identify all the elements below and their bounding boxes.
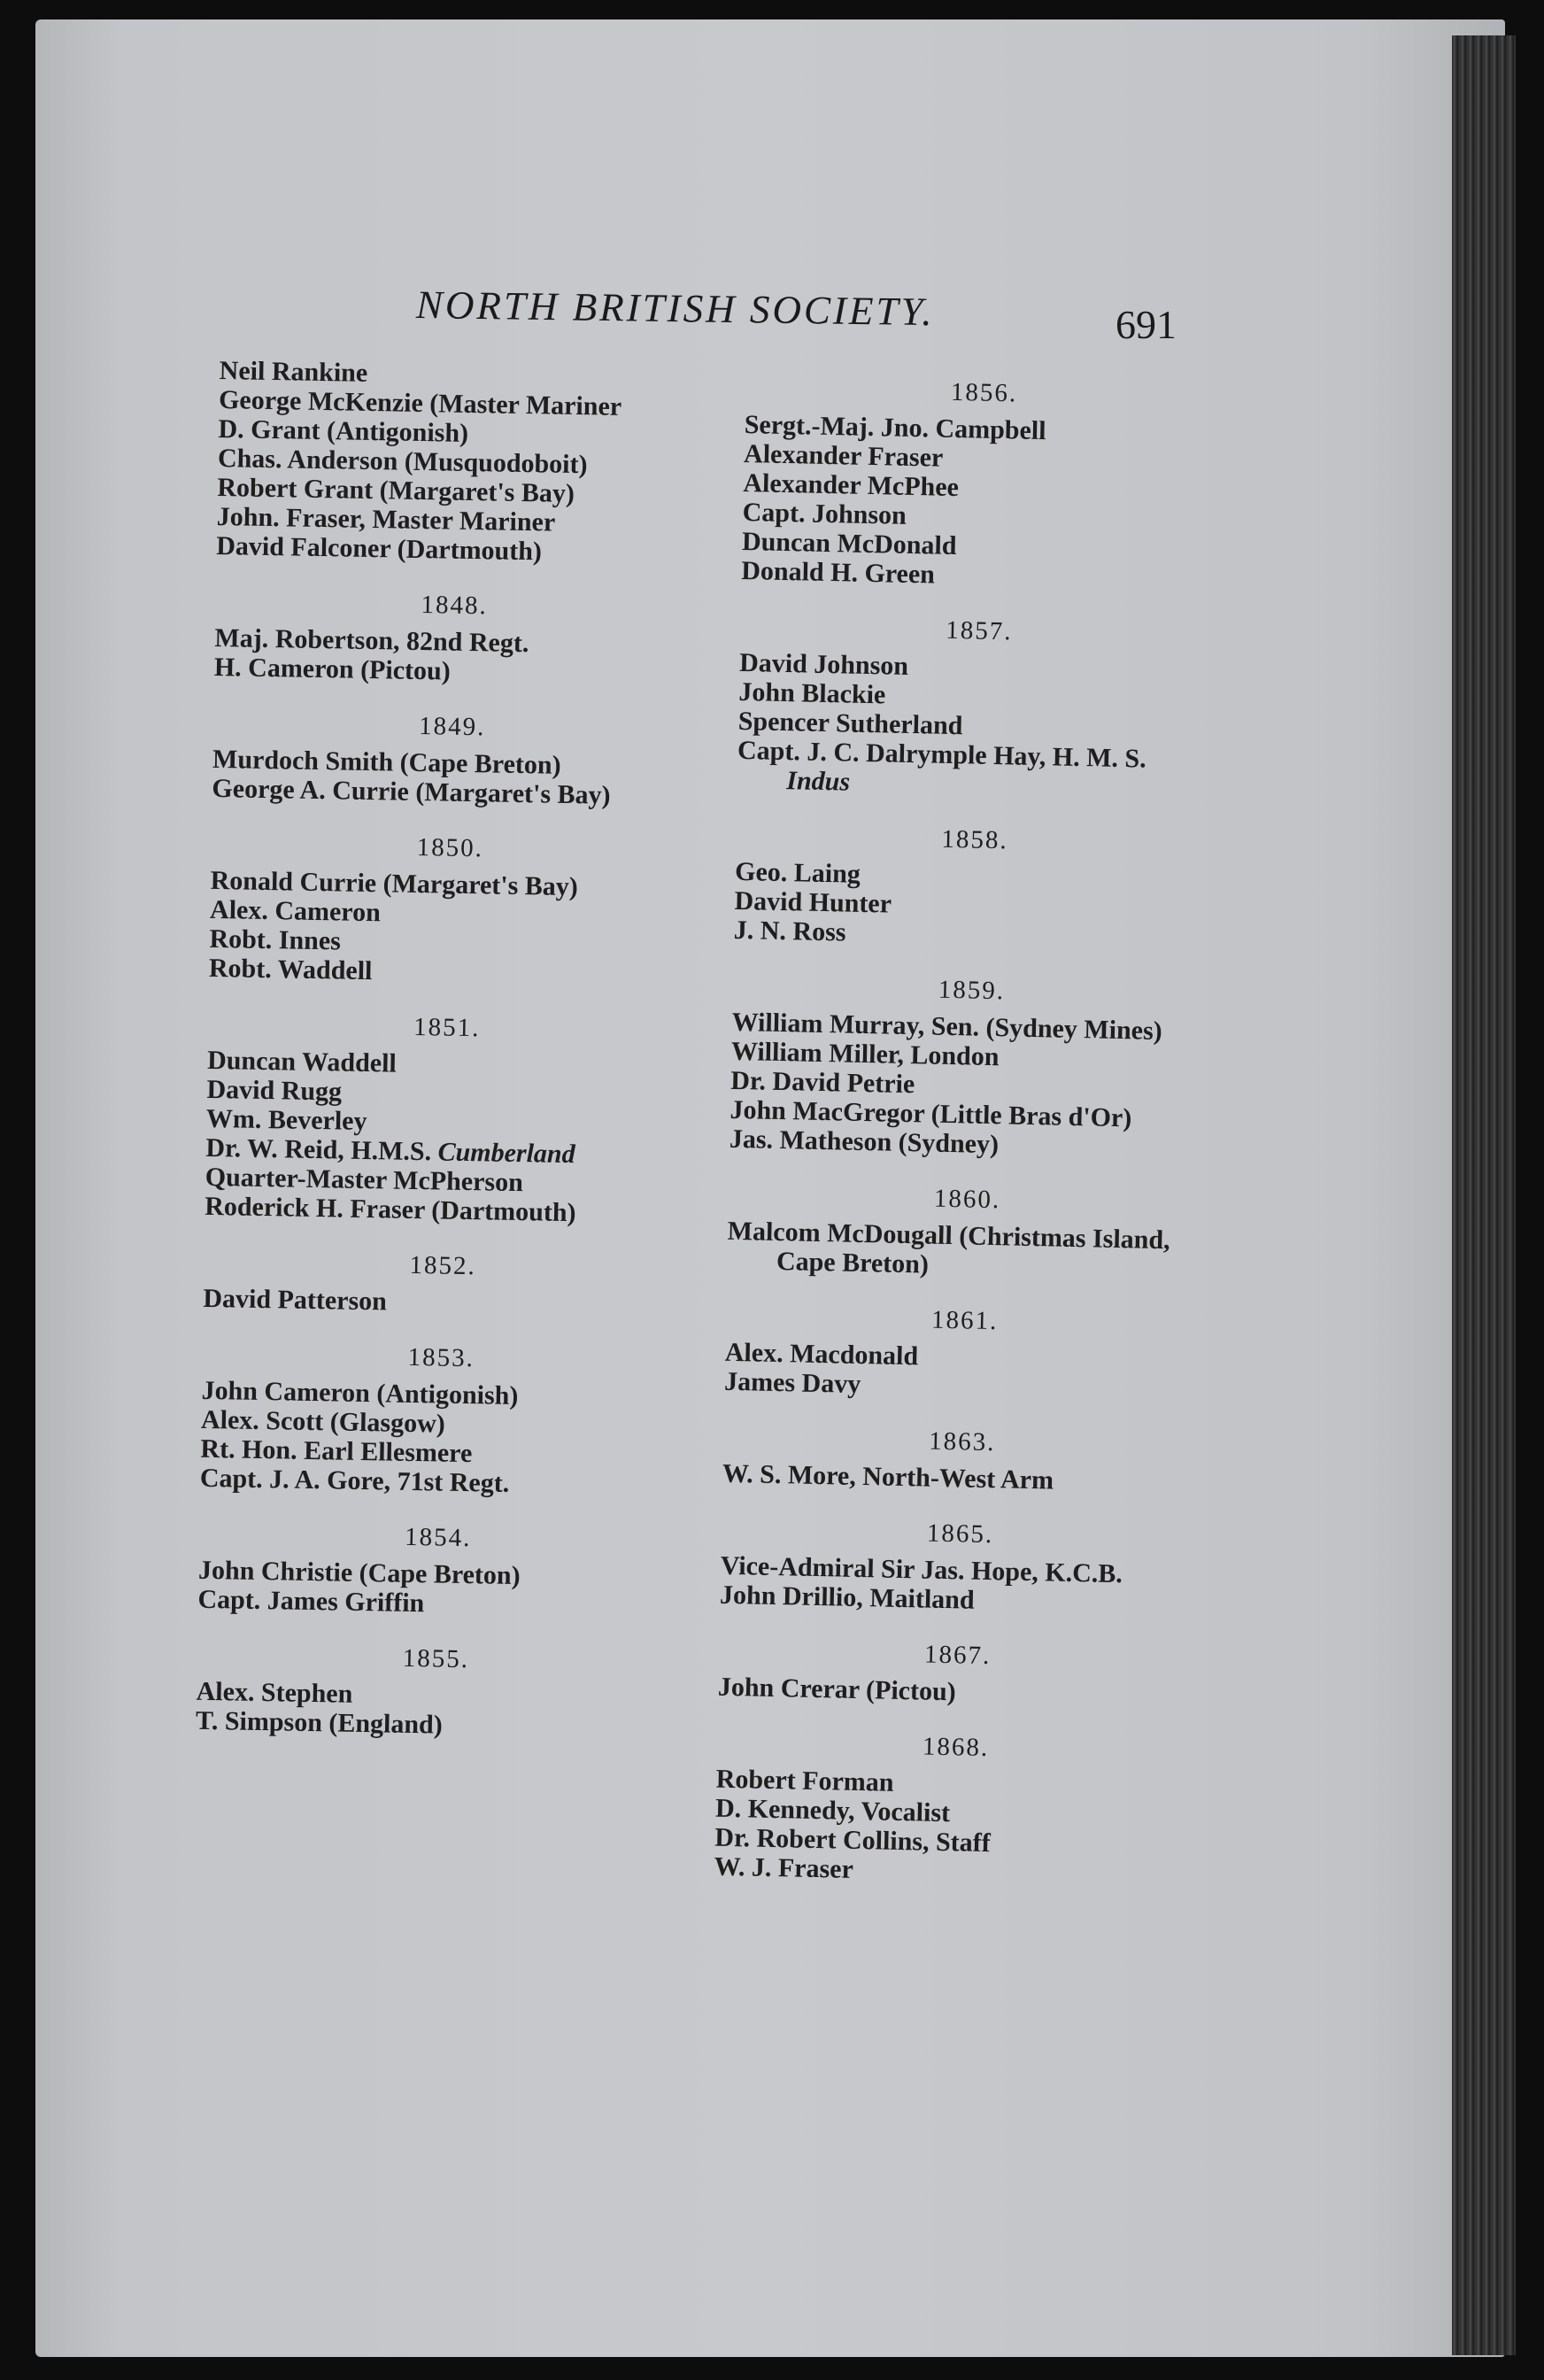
member-name: J. N. Ross: [733, 915, 846, 947]
member-name: David Johnson: [738, 647, 909, 681]
member-name: David Patterson: [203, 1283, 388, 1317]
year-block: [737, 612, 1218, 804]
member-name: Capt. J. C. Dalrymple Hay, H. M. S.: [737, 735, 1147, 774]
member-name: George McKenzie (Master Mariner: [218, 384, 622, 421]
member-name: Robt. Innes: [209, 923, 342, 956]
member-name: Sergt.-Maj. Jno. Campbell: [744, 409, 1046, 446]
member-name: Maj. Robertson, 82nd Regt.: [214, 622, 529, 659]
member-entry: [718, 1673, 1197, 1712]
member-entry: [737, 736, 1216, 804]
member-name: Robert Grant (Margaret's Bay): [217, 472, 575, 509]
running-head-title: NORTH BRITISH SOCIETY.: [415, 282, 935, 335]
member-name: D. Kennedy, Vocalist: [714, 1793, 951, 1828]
member-name: George A. Currie (Margaret's Bay): [212, 773, 611, 810]
member-name: T. Simpson (England): [195, 1705, 444, 1740]
member-name: Chas. Anderson (Musquodoboit): [217, 443, 588, 480]
year-block: [196, 1641, 676, 1743]
member-name: Murdoch Smith (Cape Breton): [212, 744, 561, 780]
member-name: David Hunter: [734, 885, 892, 919]
year-heading: 1848.: [421, 591, 489, 621]
member-name: H. Cameron (Pictou): [213, 652, 452, 686]
year-block: [720, 1515, 1200, 1619]
member-name: Robt. Waddell: [208, 953, 373, 986]
year-heading: 1849.: [418, 711, 486, 742]
year-block: [216, 356, 698, 568]
year-block: [209, 830, 690, 991]
member-name: James Davy: [723, 1366, 861, 1399]
year-heading: 1867.: [923, 1640, 992, 1671]
member-name: Robert Forman: [715, 1764, 894, 1797]
year-block: [730, 971, 1211, 1163]
member-name: Quarter-Master McPherson: [205, 1162, 524, 1198]
ship-name: Indus: [786, 766, 851, 797]
right-column: [714, 374, 1224, 1918]
member-name: Capt. Johnson: [742, 497, 907, 530]
year-block: [733, 821, 1214, 954]
member-entry: [722, 1459, 1201, 1498]
year-heading: 1852.: [409, 1250, 477, 1281]
member-name: John. Fraser, Master Mariner: [216, 501, 556, 537]
year-heading: 1860.: [933, 1184, 1001, 1215]
year-block: [205, 1009, 686, 1229]
member-name: Rt. Hon. Earl Ellesmere: [200, 1433, 473, 1469]
member-name: Duncan McDonald: [741, 526, 957, 561]
year-heading: 1859.: [938, 975, 1006, 1006]
year-heading: 1865.: [926, 1518, 994, 1549]
year-heading: 1855.: [402, 1643, 470, 1674]
year-heading: 1851.: [413, 1012, 481, 1043]
member-name: Neil Rankine: [219, 356, 368, 388]
member-name: Duncan Waddell: [206, 1045, 398, 1078]
member-name: Jas. Matheson (Sydney): [729, 1124, 1000, 1160]
member-name: Vice-Admiral Sir Jas. Hope, K.C.B.: [720, 1550, 1123, 1589]
member-name: Spencer Sutherland: [737, 706, 963, 741]
member-name: William Miller, London: [730, 1036, 1000, 1072]
year-heading: 1861.: [930, 1305, 999, 1336]
member-name: Donald H. Green: [740, 555, 936, 590]
member-name: Alex. Macdonald: [724, 1337, 919, 1372]
member-name: John Cameron (Antigonish): [201, 1375, 519, 1411]
year-block: [203, 1248, 682, 1321]
year-block: [724, 1302, 1204, 1406]
member-name: John Blackie: [738, 676, 886, 710]
year-heading: 1863.: [928, 1426, 996, 1457]
year-block: [714, 1728, 1195, 1891]
year-heading: 1854.: [404, 1522, 472, 1553]
year-block: [727, 1180, 1207, 1285]
ship-name: Cumberland: [437, 1137, 575, 1170]
year-block: [212, 708, 691, 811]
member-name: Dr. David Petrie: [730, 1065, 915, 1100]
book-spine-edge: [1452, 35, 1516, 2355]
member-name: William Murray, Sen. (Sydney Mines): [731, 1007, 1163, 1047]
year-block: [200, 1340, 681, 1501]
member-entry: [203, 1284, 681, 1321]
member-name: W. J. Fraser: [714, 1851, 854, 1884]
year-heading: 1858.: [941, 824, 1008, 855]
member-name: Ronald Currie (Margaret's Bay): [210, 865, 579, 902]
member-name: John MacGregor (Little Bras d'Or): [730, 1094, 1132, 1133]
year-block: [718, 1636, 1197, 1712]
member-name: Dr. Robert Collins, Staff: [714, 1822, 992, 1858]
member-name: Geo. Laing: [734, 856, 861, 889]
member-name: Capt. James Griffin: [197, 1584, 425, 1619]
member-name: Alex. Stephen: [196, 1676, 353, 1709]
member-name: John Drillio, Maitland: [719, 1580, 975, 1615]
member-name: Alex. Scott (Glasgow): [200, 1404, 446, 1439]
year-heading: 1868.: [922, 1732, 990, 1763]
member-name: W. S. More, North-West Arm: [722, 1458, 1054, 1495]
member-name: Roderick H. Fraser (Dartmouth): [204, 1191, 576, 1228]
year-heading: 1856.: [950, 377, 1018, 408]
year-heading: 1853.: [407, 1342, 475, 1373]
year-block: [197, 1519, 677, 1622]
member-name: Alex. Cameron: [209, 894, 382, 928]
year-heading: 1857.: [946, 615, 1013, 646]
member-name: Dr. W. Reid, H.M.S.: [205, 1132, 438, 1167]
year-block: [214, 587, 694, 690]
member-entry: [727, 1217, 1206, 1285]
member-name: John Crerar (Pictou): [717, 1672, 957, 1707]
member-name: David Rugg: [206, 1074, 343, 1107]
member-name: Alexander Fraser: [743, 438, 944, 473]
year-block: [741, 374, 1224, 595]
member-name: Wm. Beverley: [205, 1103, 367, 1137]
member-name: Alexander McPhee: [743, 468, 960, 503]
member-name: David Falconer (Dartmouth): [215, 530, 543, 567]
year-block: [722, 1423, 1201, 1498]
year-heading: 1850.: [416, 832, 484, 863]
page-number: 691: [1116, 302, 1177, 347]
left-column: [195, 356, 698, 1770]
member-name: Malcom McDougall (Christmas Island, Cape Breton): [727, 1216, 1170, 1279]
member-name: D. Grant (Antigonish): [218, 413, 469, 448]
member-name: Capt. J. A. Gore, 71st Regt.: [199, 1463, 510, 1498]
member-name: John Christie (Cape Breton): [197, 1555, 521, 1591]
